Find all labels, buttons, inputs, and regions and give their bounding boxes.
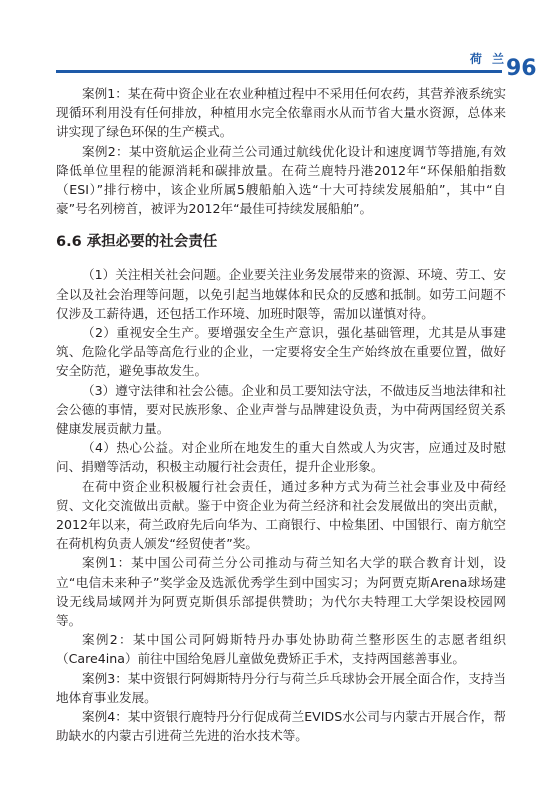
paragraph-example-1: 案例1：某中国公司荷兰分公司推动与荷兰知名大学的联合教育计划，设立“电信未来种子”奖学金及选派优秀学生到中国实习；为阿贾克斯Arena球场建设无线局域网并为阿贾克斯俱乐部提供赞助；为代尔夫特理工大学架设校园网等。 <box>56 555 506 629</box>
paragraph-summary: 在荷中资企业积极履行社会责任，通过多种方式为荷兰社会事业及中荷经贸、文化交流做出贡献。鉴于中资企业为荷兰经济和社会发展做出的突出贡献，2012年以来，荷兰政府先后向华为、工商银行、中检集团、中国银行、南方航空在荷机构负责人颁发“经贸使者”奖。 <box>56 478 506 552</box>
paragraph-item-1: （1）关注相关社会问题。企业要关注业务发展带来的资源、环境、劳工、安全以及社会治理等问题，以免引起当地媒体和民众的反感和抵制。如劳工问题不仅涉及工薪待遇，还包括工作环境、加班时限等，需加以谨慎对待。 <box>56 267 506 321</box>
paragraph-example-4: 案例4：某中资银行鹿特丹分行促成荷兰EVIDS水公司与内蒙古开展合作，帮助缺水的内蒙古引进荷兰先进的治水技术等。 <box>56 709 506 744</box>
paragraph-example-2: 案例2：某中国公司阿姆斯特丹办事处协助荷兰整形医生的志愿者组织（Care4ina）前往中国给兔唇儿童做免费矫正手术，支持两国慈善事业。 <box>56 632 506 667</box>
section-title: 6.6 承担必要的社会责任 <box>56 234 218 251</box>
header-rule <box>56 70 502 73</box>
paragraph-item-2: （2）重视安全生产。要增强安全生产意识，强化基础管理，尤其是从事建筑、危险化学品等高危行业的企业，一定要将安全生产始终放在重要位置，做好安全防范，避免事故发生。 <box>56 325 506 379</box>
paragraph-case-1: 案例1：某在荷中资企业在农业种植过程中不采用任何农药，其营养液系统实现循环利用没有任何排放，种植用水完全依靠雨水从而节省大量水资源，总体来讲实现了绿色环保的生产模式。 <box>56 86 506 140</box>
paragraph-item-4: （4）热心公益。对企业所在地发生的重大自然或人为灾害，应通过及时慰问、捐赠等活动，积极主动履行社会责任，提升企业形象。 <box>56 440 506 475</box>
page-header <box>0 0 559 82</box>
page-body <box>56 84 506 746</box>
running-header-title: 荷 兰 <box>469 52 507 66</box>
paragraph-case-2: 案例2：某中资航运企业荷兰公司通过航线优化设计和速度调节等措施,有效降低单位里程的能源消耗和碳排放量。在荷兰鹿特丹港2012年“环保船舶指数（ESI）”排行榜中，该企业所属5艘船舶入选“十大可持续发展船舶”，其中“自豪”号名列榜首，被评为2012年“最佳可持续发展船舶”。 <box>56 143 506 217</box>
paragraph-item-3: （3）遵守法律和社会公德。企业和员工要知法守法，不做违反当地法律和社会公德的事情，要对民族形象、企业声誉与品牌建设负责，为中荷两国经贸关系健康发展贡献力量。 <box>56 382 506 437</box>
page-number: 96 <box>506 56 537 81</box>
paragraph-example-3: 案例3：某中资银行阿姆斯特丹分行与荷兰乒乓球协会开展全面合作，支持当地体育事业发展。 <box>56 670 506 705</box>
